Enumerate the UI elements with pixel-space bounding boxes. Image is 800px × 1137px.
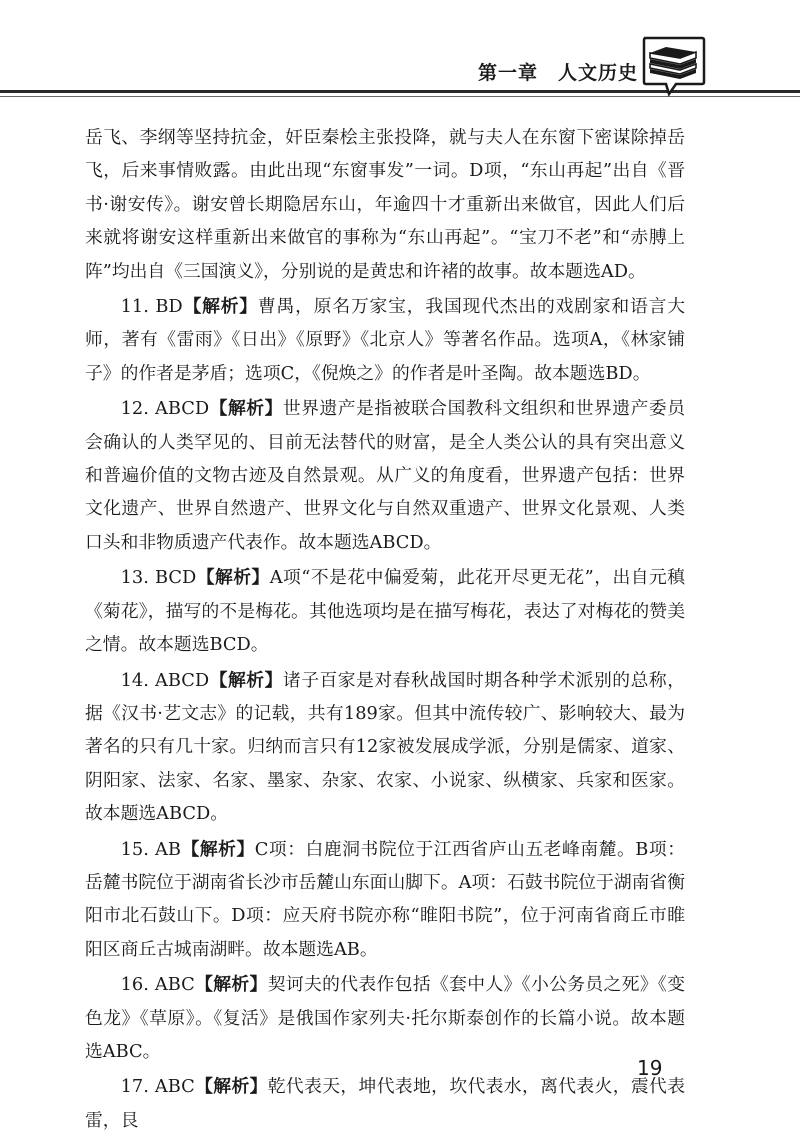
chapter-title: 第一章 人文历史 xyxy=(477,62,638,84)
answer-key: 11. BD xyxy=(120,296,183,318)
book-stack-icon xyxy=(640,34,706,100)
analysis-tag: 【解析】 xyxy=(209,398,283,420)
paragraph-text: 诸子百家是对春秋战国时期各种学术派别的总称，据《汉书·艺文志》的记载，共有189家。但其中流传较广、影响较大、最为著名的只有几十家。归纳而言只有12家被发展成学派，分别是儒家、道家、阴阳家、法家、名家、墨家、杂家、农家、小说家、纵横家、兵家和医家。故本题选ABCD。 xyxy=(85,669,685,825)
answer-item-12 xyxy=(85,392,685,559)
analysis-tag: 【解析】 xyxy=(182,296,258,318)
answer-explanations xyxy=(85,121,685,1137)
answer-item-14 xyxy=(85,664,685,831)
answer-key: 12. ABCD xyxy=(120,398,210,420)
paragraph-text: C项：白鹿洞书院位于江西省庐山五老峰南麓。B项：岳麓书院位于湖南省长沙市岳麓山东面山脚下。A项：石鼓书院位于湖南省衡阳市北石鼓山下。D项：应天府书院亦称“睢阳书院”，位于河南省商丘市睢阳区商丘古城南湖畔。故本题选AB。 xyxy=(85,838,685,960)
paragraph-text: 岳飞、李纲等坚持抗金，奸臣秦桧主张投降，就与夫人在东窗下密谋除掉岳飞，后来事情败露。由此出现“东窗事发”一词。D项，“东山再起”出自《晋书·谢安传》。谢安曾长期隐居东山，年逾四十才重新出来做官，因此人们后来就将谢安这样重新出来做官的事称为“东山再起”。“宝刀不老”和“赤膊上阵”均出自《三国演义》，分别说的是黄忠和许褚的故事。故本题选AD。 xyxy=(85,127,685,282)
paragraph-text: A项“不是花中偏爱菊，此花开尽更无花”，出自元稹《菊花》，描写的不是梅花。其他选项均是在描写梅花，表达了对梅花的赞美之情。故本题选BCD。 xyxy=(85,567,685,656)
page-header xyxy=(0,0,800,110)
paragraph-text: 乾代表天，坤代表地，坎代表水，离代表火，震代表雷，艮 xyxy=(85,1076,685,1131)
analysis-tag: 【解析】 xyxy=(196,567,270,589)
analysis-tag: 【解析】 xyxy=(180,838,255,860)
paragraph-text: 曹禺，原名万家宝，我国现代杰出的戏剧家和语言大师，著有《雷雨》《日出》《原野》《北京人》等著名作品。选项A，《林家铺子》的作者是茅盾；选项C，《倪焕之》的作者是叶圣陶。故本题选BD。 xyxy=(85,296,685,384)
paragraph-text: 世界遗产是指被联合国教科文组织和世界遗产委员会确认的人类罕见的、目前无法替代的财富，是全人类公认的具有突出意义和普遍价值的文物古迹及自然景观。从广义的角度看，世界遗产包括：世界文化遗产、世界自然遗产、世界文化与自然双重遗产、世界文化景观、人类口头和非物质遗产代表作。故本题选ABCD。 xyxy=(85,398,685,553)
analysis-tag: 【解析】 xyxy=(194,1076,268,1098)
analysis-tag: 【解析】 xyxy=(194,974,268,996)
answer-item-11 xyxy=(85,290,685,390)
paragraph-continued xyxy=(85,121,685,288)
answer-item-16 xyxy=(85,968,685,1068)
paragraph-text: 契诃夫的代表作包括《套中人》《小公务员之死》《变色龙》《草原》。《复活》是俄国作家列夫·托尔斯泰创作的长篇小说。故本题选ABC。 xyxy=(85,974,685,1062)
answer-key: 15. AB xyxy=(120,838,181,860)
page-number: 19 xyxy=(637,1056,663,1080)
answer-key: 13. BCD xyxy=(120,567,197,589)
answer-key: 17. ABC xyxy=(120,1076,195,1098)
analysis-tag: 【解析】 xyxy=(209,669,283,691)
answer-item-15 xyxy=(85,833,685,967)
answer-item-17 xyxy=(85,1070,685,1137)
answer-item-13 xyxy=(85,561,685,661)
answer-key: 16. ABC xyxy=(120,974,195,996)
answer-key: 14. ABCD xyxy=(120,669,210,691)
